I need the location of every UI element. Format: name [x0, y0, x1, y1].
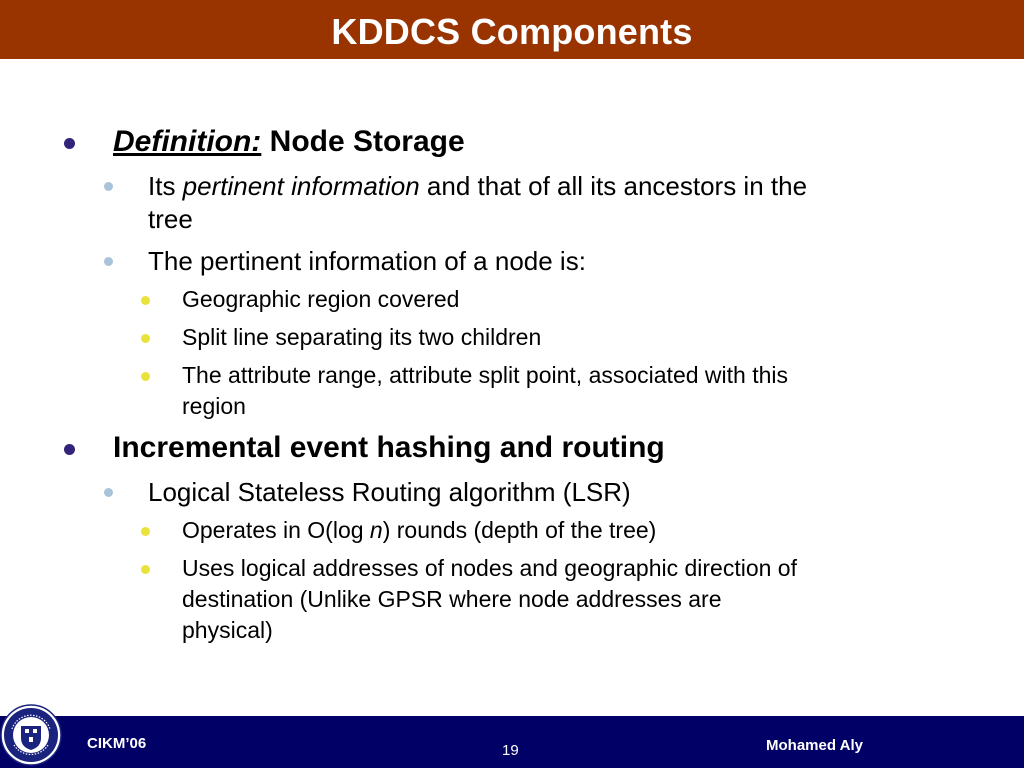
bullet-level1-icon [64, 138, 75, 149]
bullet-level2-icon [104, 488, 113, 497]
bullet-level3-icon [141, 372, 150, 381]
footer-conference: CIKM’06 [87, 735, 147, 752]
point-attribute-range: The attribute range, attribute split point, associated with this [182, 362, 788, 388]
point-split-line: Split line separating its two children [182, 324, 542, 350]
definition-subject: Node Storage [261, 125, 465, 158]
point-logical-addresses-cont1: destination (Unlike GPSR where node addresses are [182, 586, 722, 612]
point-geographic-region: Geographic region covered [182, 286, 460, 312]
point-logical-addresses: Uses logical addresses of nodes and geographic direction of [182, 555, 797, 581]
log-n-emphasis: n [369, 517, 383, 543]
slide-title: KDDCS Components [331, 10, 693, 52]
bullet-level2-icon [104, 257, 113, 266]
bullet-level3-icon [141, 565, 150, 574]
footer-page-number: 19 [502, 742, 519, 759]
bullet-pertinent-info [148, 171, 807, 202]
bullet-definition [113, 125, 465, 159]
text-span: Its [148, 171, 183, 201]
bullet-level1-icon [64, 444, 75, 455]
bullet-level3-icon [141, 296, 150, 305]
bullet-node-info: The pertinent information of a node is: [148, 246, 586, 276]
footer-author: Mohamed Aly [766, 737, 863, 754]
university-seal-logo [0, 704, 62, 766]
bullet-level3-icon [141, 334, 150, 343]
point-operates-rounds [182, 517, 656, 544]
bullet-level2-icon [104, 182, 113, 191]
bullet-level3-icon [141, 527, 150, 536]
text-span: and that of all its ancestors in the [419, 171, 808, 201]
text-span: ) rounds (depth of the tree) [382, 517, 657, 543]
footer-bar [0, 716, 1024, 768]
bullet-pertinent-info-cont: tree [148, 204, 193, 234]
bullet-incremental-hashing: Incremental event hashing and routing [113, 431, 665, 464]
pertinent-info-emphasis: pertinent information [182, 171, 420, 201]
point-logical-addresses-cont2: physical) [182, 617, 273, 643]
bullet-lsr: Logical Stateless Routing algorithm (LSR) [148, 477, 631, 507]
point-attribute-range-cont: region [182, 393, 246, 419]
definition-term: Definition: [113, 125, 262, 158]
text-span: Operates in O(log [182, 517, 370, 543]
